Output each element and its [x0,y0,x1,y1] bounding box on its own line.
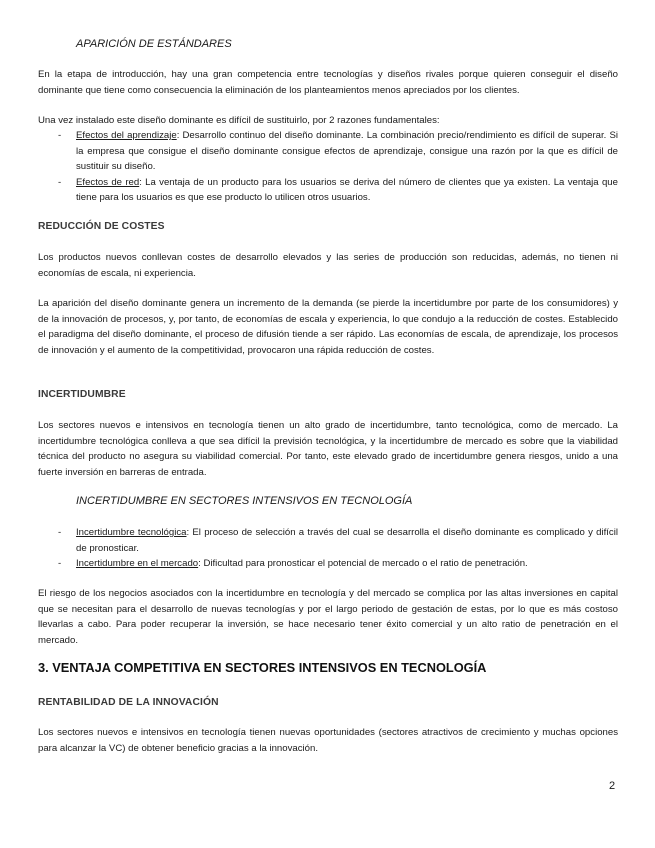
heading-ventaja: 3. VENTAJA COMPETITIVA EN SECTORES INTENSIVOS EN TECNOLOGÍA [38,660,487,675]
heading-aparicion: APARICIÓN DE ESTÁNDARES [76,38,232,50]
paragraph-incertidumbre-2: El riesgo de los negocios asociados con la incertidumbre en tecnología y del mercado se complica por las altas inversiones en capital que se necesitan para el desarrollo de nuevas tecnologías y por el largo periodo de gestación de estas, por lo que es más costoso llevarlas a cabo. Para poder recuperar la inversión, se hace necesario tener éxito comercial y un alto ratio de penetración en el mercado. [38,588,618,646]
heading-reduccion: REDUCCIÓN DE COSTES [38,221,165,232]
item-text: : La ventaja de un producto para los usuarios se deriva del número de clientes que ya existen. La ventaja que tiene para los usuarios es que ese producto lo utilicen otros usuarios. [76,176,618,204]
list-item: - Efectos de red: La ventaja de un producto para los usuarios se deriva del número de clientes que ya existen. La ventaja que tiene para los usuarios es que ese producto lo utilicen otros usuarios. [58,176,618,204]
item-text: : Desarrollo continuo del diseño dominante. La combinación precio/rendimiento es difícil de superar. Si la empresa que consigue el diseño dominante consigue efectos de aprendizaje, consigue una razón por la que es difícil de sustituir su diseño. [76,130,618,173]
term-incertidumbre-mercado: Incertidumbre en el mercado [76,558,199,570]
paragraph-reduccion-1: Los productos nuevos conllevan costes de desarrollo elevados y las series de producción son reducidas, además, no tienen ni economías de escala, ni experiencia. [38,252,618,279]
list-aparicion-effects [38,128,618,206]
list-item: - Incertidumbre en el mercado: Dificultad para pronosticar el potencial de mercado o el ratio de penetración. [58,558,528,570]
paragraph-ventaja-1: Los sectores nuevos e intensivos en tecnología tienen nuevas oportunidades (sectores atractivos de crecimiento y muchas opciones para alcanzar la VC) de obtener beneficio gracias a la innovación. [38,727,618,754]
term-efectos-aprendizaje: Efectos del aprendizaje [76,130,177,141]
term-incertidumbre-tecnologica: Incertidumbre tecnológica [76,527,187,538]
subheading-incertidumbre-sectores: INCERTIDUMBRE EN SECTORES INTENSIVOS EN TECNOLOGÍA [76,495,413,507]
list-incertidumbre-types [38,525,618,572]
list-item: - Incertidumbre tecnológica: El proceso de selección a través del cual se desarrolla el diseño dominante es complicado y difícil de pronosticar. [58,527,618,554]
heading-incertidumbre: INCERTIDUMBRE [38,389,126,400]
item-text: : El proceso de selección a través del cual se desarrolla el diseño dominante es complicado y difícil de pronosticar. [76,527,618,554]
paragraph-aparicion-reasons: Una vez instalado este diseño dominante es difícil de sustituirlo, por 2 razones fundamentales: [38,115,440,126]
list-item: - Efectos del aprendizaje: Desarrollo continuo del diseño dominante. La combinación precio/rendimiento es difícil de superar. Si la empresa que consigue el diseño dominante consigue efectos de aprendizaje, consigue una razón por la que es difícil de sustituir su diseño. [58,130,618,173]
paragraph-reduccion-2: La aparición del diseño dominante genera un incremento de la demanda (se pierde la incertidumbre por parte de los consumidores) y de la innovación de procesos, y, por tanto, de economías de escala y experiencia, lo que condujo a la reducción de costes. Establecido el paradigma del diseño dominante, el proceso de difusión tiende a ser rápido. Las economías de escala, de aprendizaje, los procesos de innovación y el aumento de la competitividad, provocaron una rápida reducción de costes. [38,298,618,356]
paragraph-aparicion-intro: En la etapa de introducción, hay una gran competencia entre tecnologías y diseños rivales porque quieren conseguir el diseño dominante que tiene como consecuencia la eliminación de los planteamientos menos apreciados por los clientes. [38,69,618,96]
paragraph-incertidumbre-1: Los sectores nuevos e intensivos en tecnología tienen un alto grado de incertidumbre, tanto tecnológica, como de mercado. La incertidumbre tecnológica conlleva a que sea difícil la previsión tecnológica, y la incertidumbre de mercado es sobre que la viabilidad técnica del producto no asegura su viabilidad comercial. Por tanto, este elevado grado de incertidumbre genera riesgos, unido a una fuerte inversión en barreras de entrada. [38,420,618,478]
item-text: : Dificultad para pronosticar el potencial de mercado o el ratio de penetración. [198,558,528,570]
term-efectos-red: Efectos de red [76,176,140,188]
page-number: 2 [609,780,616,792]
subheading-rentabilidad: RENTABILIDAD DE LA INNOVACIÓN [38,697,219,708]
